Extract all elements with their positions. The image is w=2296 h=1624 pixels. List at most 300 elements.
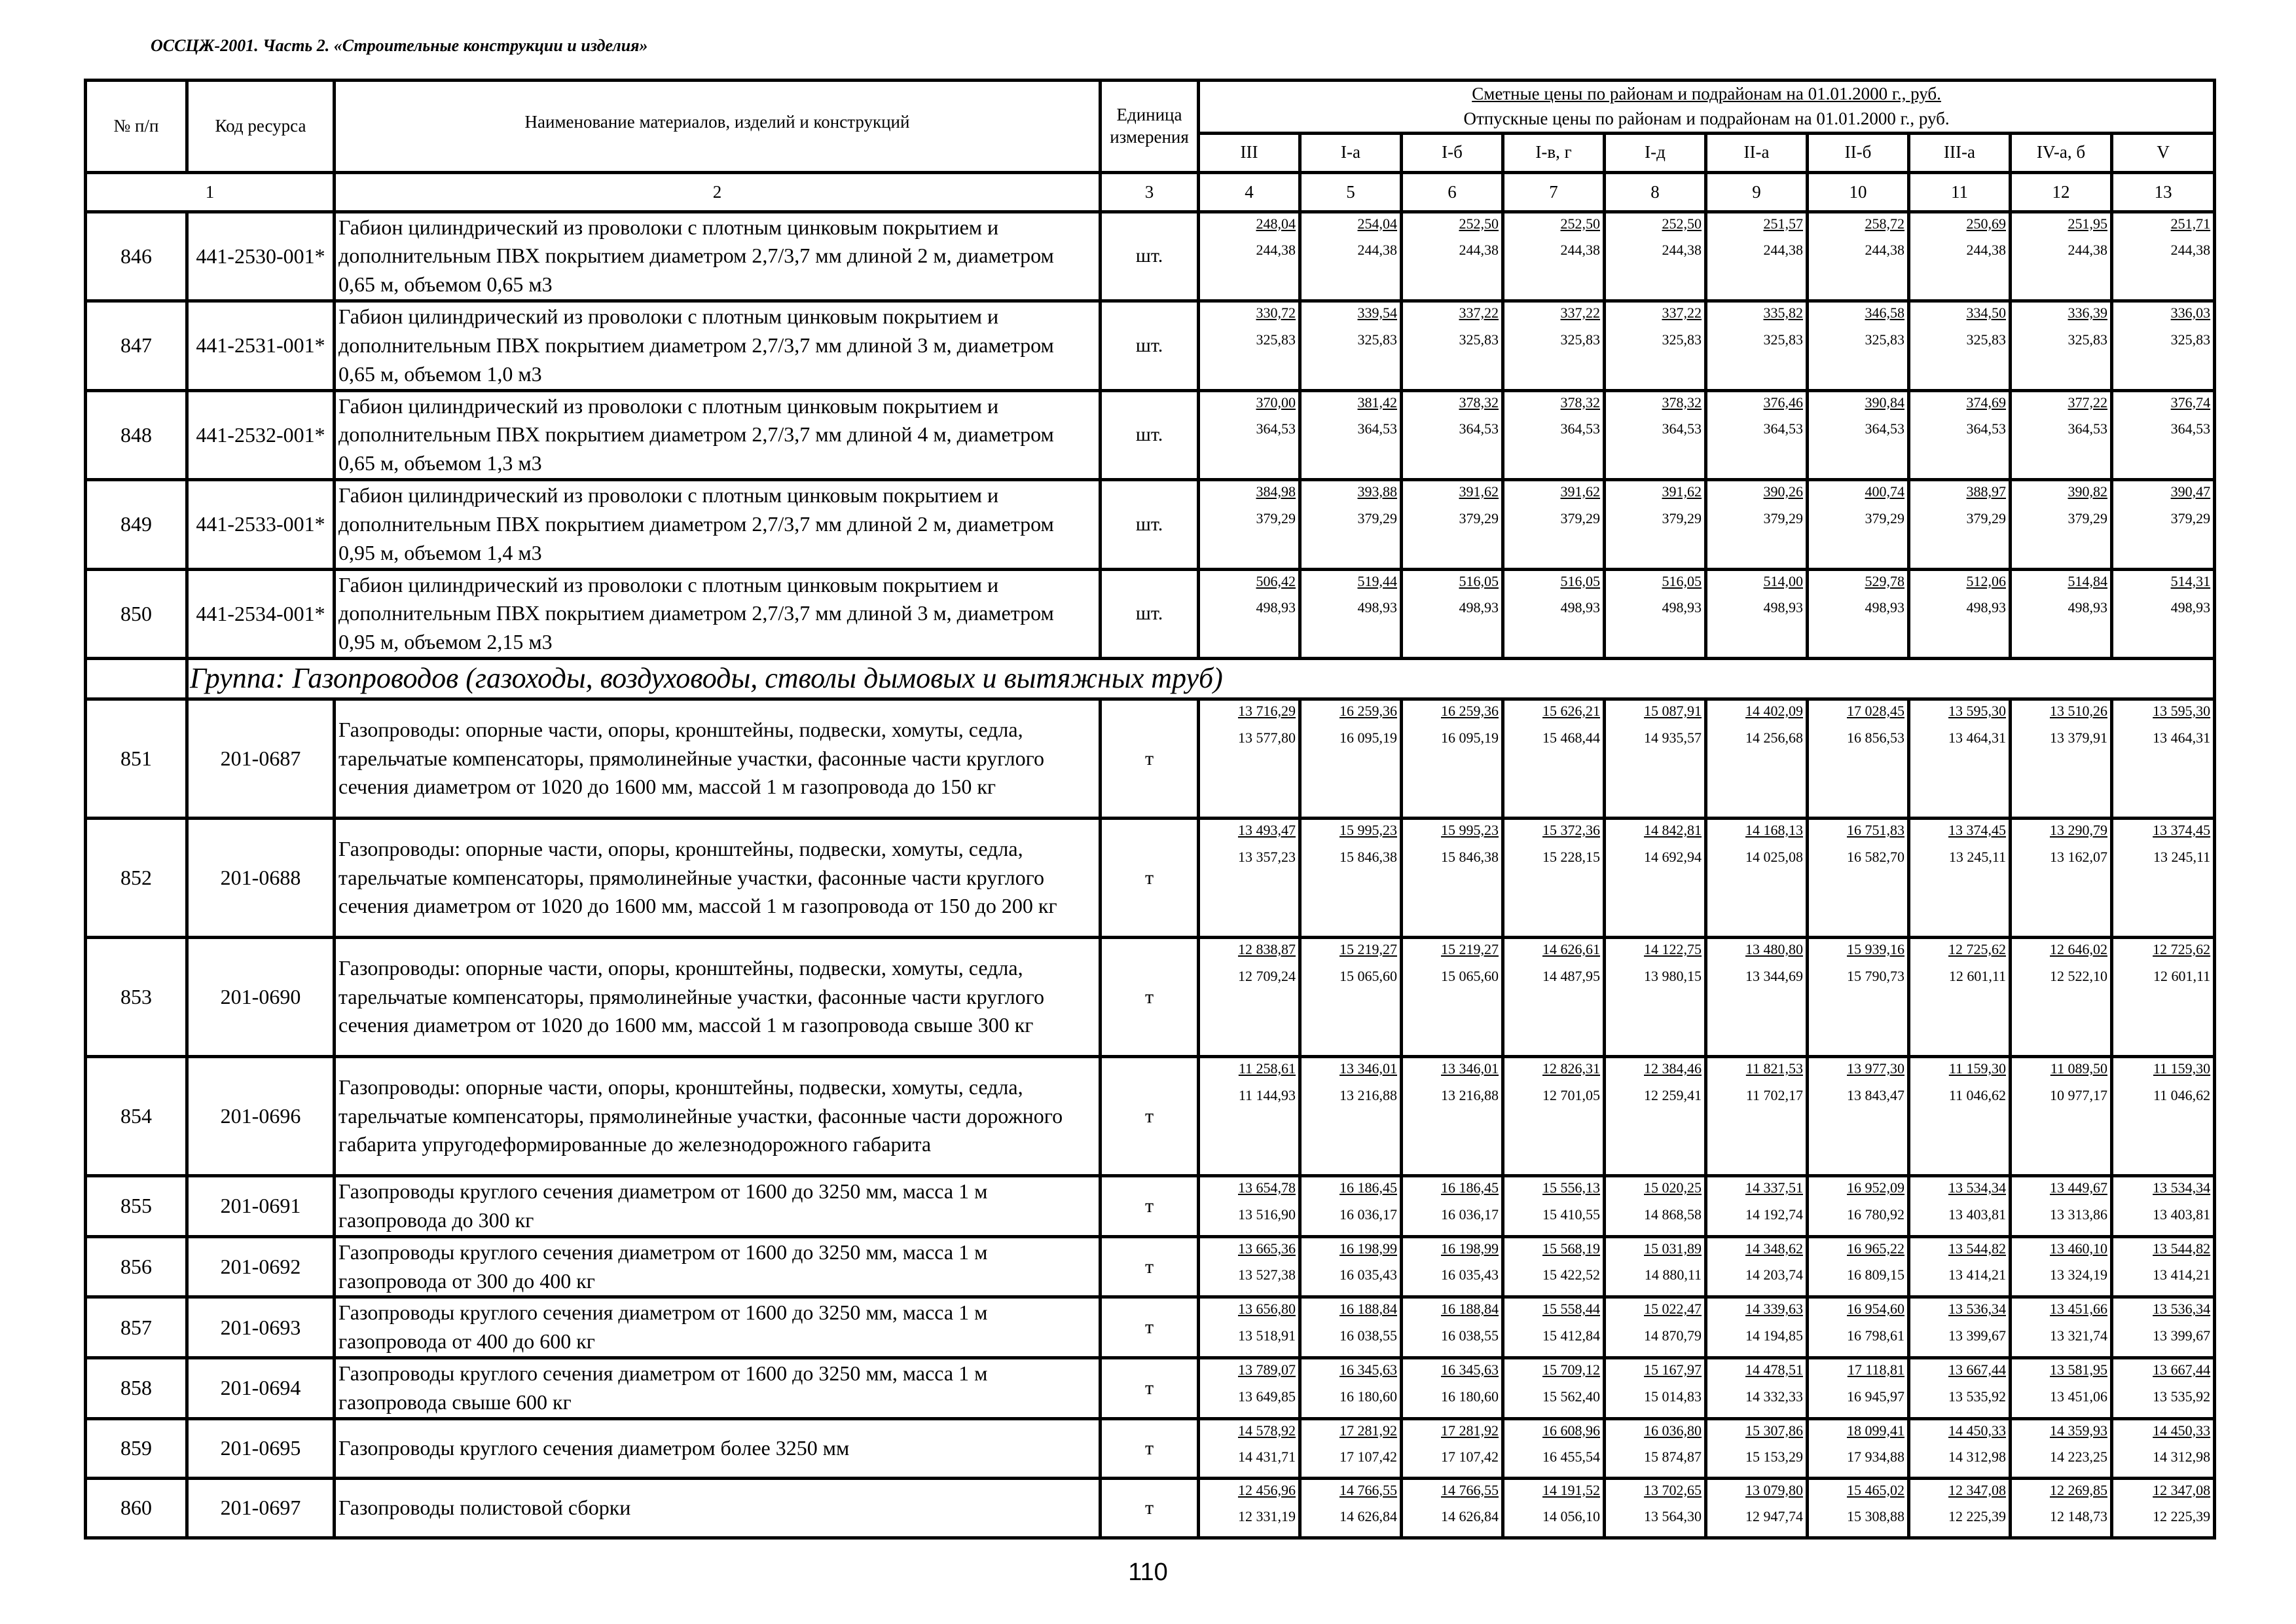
unit: т <box>1101 699 1199 819</box>
price-cell <box>1909 390 2011 479</box>
release-price: 379,29 <box>1966 509 2006 526</box>
release-price: 17 107,42 <box>1339 1449 1397 1466</box>
column-number: 2 <box>335 172 1101 212</box>
release-price: 498,93 <box>1865 599 1904 616</box>
estimate-price: 514,00 <box>1763 572 1803 589</box>
price-cell <box>2011 301 2112 390</box>
price-cell <box>2011 480 2112 569</box>
price-cell <box>1808 1057 1909 1176</box>
column-number: 10 <box>1808 172 1909 212</box>
price-cell <box>1909 699 2011 819</box>
estimate-price: 506,42 <box>1256 572 1296 589</box>
estimate-price: 390,82 <box>2068 483 2107 500</box>
price-cell <box>1402 1357 1503 1418</box>
estimate-price: 376,74 <box>2170 394 2211 411</box>
estimate-price: 514,31 <box>2170 572 2211 589</box>
release-price: 14 256,68 <box>1745 729 1803 746</box>
estimate-price: 254,04 <box>1357 215 1397 232</box>
estimate-price: 13 346,01 <box>1441 1060 1499 1077</box>
estimate-price: 391,62 <box>1662 483 1702 500</box>
price-cell <box>1909 1057 2011 1176</box>
estimate-price: 12 456,96 <box>1238 1481 1296 1498</box>
price-cell <box>2011 569 2112 658</box>
price-cell <box>1300 212 1402 301</box>
column-number: 12 <box>2011 172 2112 212</box>
unit: т <box>1101 1236 1199 1297</box>
estimate-price: 15 307,86 <box>1745 1422 1803 1439</box>
release-price: 13 324,19 <box>2050 1266 2107 1283</box>
price-cell <box>1402 301 1503 390</box>
price-cell <box>2112 1297 2215 1358</box>
price-cell <box>1503 699 1605 819</box>
release-price: 16 035,43 <box>1441 1266 1499 1283</box>
price-cell <box>2011 1236 2112 1297</box>
estimate-price: 16 608,96 <box>1542 1422 1600 1439</box>
price-cell <box>1605 1297 1706 1358</box>
release-price: 16 095,19 <box>1441 729 1499 746</box>
estimate-price: 374,69 <box>1966 394 2006 411</box>
column-number: 11 <box>1909 172 2011 212</box>
price-cell <box>1706 1478 1808 1538</box>
estimate-price: 15 626,21 <box>1542 703 1600 720</box>
estimate-price: 11 258,61 <box>1238 1060 1296 1077</box>
item-name: Газопроводы круглого сечения диаметром от 1600 до 3250 мм, масса 1 м газопровода от 300 до 400 кг <box>335 1236 1101 1297</box>
price-cell <box>1199 390 1300 479</box>
estimate-price: 16 186,45 <box>1339 1179 1397 1196</box>
release-price: 10 977,17 <box>2050 1086 2107 1103</box>
unit: шт. <box>1101 301 1199 390</box>
estimate-price: 14 578,92 <box>1238 1422 1296 1439</box>
estimate-price: 13 595,30 <box>2153 703 2211 720</box>
item-name: Габион цилиндрический из проволоки с плотным цинковым покрытием и дополнительным ПВХ покрытием диаметром 2,7/3,7 мм длиной 2 м, диаметром 0,95 м, объемом 1,4 м3 <box>335 480 1101 569</box>
resource-code: 201-0692 <box>187 1236 335 1297</box>
unit: т <box>1101 1478 1199 1538</box>
release-price: 364,53 <box>1459 420 1499 437</box>
price-cell <box>1909 1297 2011 1358</box>
release-price: 325,83 <box>1865 331 1904 348</box>
price-cell <box>1808 699 1909 819</box>
price-cell <box>1605 1418 1706 1478</box>
group-title: Группа: Газопроводов (газоходы, воздуховоды, стволы дымовых и вытяжных труб) <box>187 659 2215 699</box>
price-cell <box>1605 480 1706 569</box>
estimate-price: 13 702,65 <box>1644 1481 1702 1498</box>
estimate-price: 16 345,63 <box>1441 1361 1499 1378</box>
price-cell <box>1199 1418 1300 1478</box>
release-price: 12 701,05 <box>1542 1086 1600 1103</box>
estimate-price: 14 191,52 <box>1542 1481 1600 1498</box>
release-price: 244,38 <box>1966 242 2006 259</box>
unit: т <box>1101 938 1199 1057</box>
release-price: 12 225,39 <box>2153 1508 2211 1525</box>
resource-code: 441-2534-001* <box>187 569 335 658</box>
page-header: ОССЦЖ-2001. Часть 2. «Строительные конструкции и изделия» <box>151 36 648 55</box>
estimate-price: 334,50 <box>1966 304 2006 322</box>
release-price: 379,29 <box>1256 509 1296 526</box>
estimate-price: 390,26 <box>1763 483 1803 500</box>
release-price: 498,93 <box>1459 599 1499 616</box>
estimate-price: 251,95 <box>2068 215 2107 232</box>
row-number: 849 <box>86 480 187 569</box>
release-price: 16 036,17 <box>1339 1206 1397 1223</box>
price-cell <box>1605 212 1706 301</box>
price-cell <box>1706 480 1808 569</box>
release-price: 14 487,95 <box>1542 967 1600 984</box>
release-price: 13 379,91 <box>2050 729 2107 746</box>
release-price: 325,83 <box>1662 331 1702 348</box>
release-price: 14 223,25 <box>2050 1449 2107 1466</box>
estimate-price: 378,32 <box>1662 394 1702 411</box>
price-cell <box>1605 1176 1706 1237</box>
release-price: 379,29 <box>1763 509 1803 526</box>
unit: шт. <box>1101 212 1199 301</box>
estimate-price: 11 821,53 <box>1745 1060 1803 1077</box>
column-number: 6 <box>1402 172 1503 212</box>
price-cell <box>1706 1297 1808 1358</box>
release-price: 12 331,19 <box>1238 1508 1296 1525</box>
estimate-price: 516,05 <box>1560 572 1600 589</box>
estimate-price: 11 159,30 <box>2153 1060 2211 1077</box>
release-price: 13 403,81 <box>1948 1206 2006 1223</box>
resource-code: 201-0694 <box>187 1357 335 1418</box>
release-price: 13 577,80 <box>1238 729 1296 746</box>
estimate-price: 12 347,08 <box>1948 1481 2006 1498</box>
release-price: 244,38 <box>1662 242 1702 259</box>
table-row <box>86 569 2215 658</box>
row-number: 854 <box>86 1057 187 1176</box>
release-price: 15 065,60 <box>1441 967 1499 984</box>
release-price: 13 414,21 <box>1948 1266 2006 1283</box>
estimate-price: 12 826,31 <box>1542 1060 1600 1077</box>
estimate-price: 15 372,36 <box>1542 822 1600 839</box>
release-price: 244,38 <box>1763 242 1803 259</box>
table-row <box>86 938 2215 1057</box>
estimate-price: 378,32 <box>1459 394 1499 411</box>
estimate-price: 13 716,29 <box>1238 703 1296 720</box>
table-row <box>86 1297 2215 1358</box>
release-price: 15 410,55 <box>1542 1206 1600 1223</box>
release-price: 13 216,88 <box>1339 1086 1397 1103</box>
estimate-price: 14 450,33 <box>1948 1422 2006 1439</box>
price-cell <box>1909 1418 2011 1478</box>
price-cell <box>2112 1418 2215 1478</box>
release-price: 14 868,58 <box>1644 1206 1702 1223</box>
price-cell <box>1706 390 1808 479</box>
release-price: 498,93 <box>1256 599 1296 616</box>
estimate-price: 13 451,66 <box>2050 1301 2107 1318</box>
table-row <box>86 1357 2215 1418</box>
release-price: 16 455,54 <box>1542 1449 1600 1466</box>
row-number: 850 <box>86 569 187 658</box>
release-price: 11 702,17 <box>1745 1086 1803 1103</box>
estimate-price: 13 449,67 <box>2050 1179 2107 1196</box>
col-header-unit: Единица измерения <box>1101 81 1199 173</box>
release-price: 379,29 <box>1865 509 1904 526</box>
item-name: Газопроводы полистовой сборки <box>335 1478 1101 1538</box>
column-number: 13 <box>2112 172 2215 212</box>
price-cell <box>1503 212 1605 301</box>
price-cell <box>1402 938 1503 1057</box>
release-price: 15 468,44 <box>1542 729 1600 746</box>
table-row <box>86 819 2215 938</box>
release-price: 12 259,41 <box>1644 1086 1702 1103</box>
price-cell <box>1808 569 1909 658</box>
price-cell <box>1503 1418 1605 1478</box>
estimate-price: 252,50 <box>1662 215 1702 232</box>
price-cell <box>1402 699 1503 819</box>
price-cell <box>1300 1057 1402 1176</box>
release-price: 13 414,21 <box>2153 1266 2211 1283</box>
estimate-price: 336,03 <box>2170 304 2211 322</box>
estimate-price: 337,22 <box>1662 304 1702 322</box>
price-cell <box>1503 301 1605 390</box>
estimate-price: 12 646,02 <box>2050 941 2107 958</box>
row-number: 852 <box>86 819 187 938</box>
price-cell <box>1605 1057 1706 1176</box>
resource-code: 201-0697 <box>187 1478 335 1538</box>
release-price: 379,29 <box>1459 509 1499 526</box>
estimate-price: 384,98 <box>1256 483 1296 500</box>
release-price: 13 245,11 <box>1948 848 2006 865</box>
release-price: 498,93 <box>2068 599 2107 616</box>
release-price: 12 709,24 <box>1238 967 1296 984</box>
table-row <box>86 1418 2215 1478</box>
release-price: 379,29 <box>2068 509 2107 526</box>
row-number: 858 <box>86 1357 187 1418</box>
price-cell <box>1706 699 1808 819</box>
price-cell <box>1605 390 1706 479</box>
estimate-price: 516,05 <box>1662 572 1702 589</box>
estimate-price: 15 022,47 <box>1644 1301 1702 1318</box>
release-price: 12 225,39 <box>1948 1508 2006 1525</box>
price-cell <box>1199 699 1300 819</box>
release-price: 498,93 <box>1357 599 1397 616</box>
release-price: 13 216,88 <box>1441 1086 1499 1103</box>
price-cell <box>2112 699 2215 819</box>
price-cell <box>1706 569 1808 658</box>
release-price: 16 798,61 <box>1847 1327 1904 1344</box>
release-price: 325,83 <box>2170 331 2211 348</box>
release-price: 11 144,93 <box>1238 1086 1296 1103</box>
release-price: 16 180,60 <box>1441 1388 1499 1405</box>
estimate-price: 15 995,23 <box>1441 822 1499 839</box>
price-cell <box>1605 699 1706 819</box>
estimate-price: 391,62 <box>1560 483 1600 500</box>
row-number: 848 <box>86 390 187 479</box>
release-price: 15 562,40 <box>1542 1388 1600 1405</box>
release-price: 13 245,11 <box>2153 848 2211 865</box>
price-cell <box>1808 301 1909 390</box>
estimate-price: 512,06 <box>1966 572 2006 589</box>
estimate-price: 16 186,45 <box>1441 1179 1499 1196</box>
item-name: Газопроводы: опорные части, опоры, кронштейны, подвески, хомуты, седла, тарельчатые компенсаторы, прямолинейные участки, фасонные части дорожного габарита упругодеформированные до железнодорожного габарита <box>335 1057 1101 1176</box>
release-price: 325,83 <box>1966 331 2006 348</box>
release-price: 15 874,87 <box>1644 1449 1702 1466</box>
estimate-price: 13 346,01 <box>1339 1060 1397 1077</box>
price-cell <box>1808 938 1909 1057</box>
release-price: 13 535,92 <box>1948 1388 2006 1405</box>
release-price: 14 626,84 <box>1441 1508 1499 1525</box>
region-header: I-а <box>1300 133 1402 172</box>
resource-code: 201-0688 <box>187 819 335 938</box>
estimate-price: 13 789,07 <box>1238 1361 1296 1378</box>
price-cell <box>1808 1357 1909 1418</box>
column-number: 1 <box>86 172 335 212</box>
estimate-price: 12 725,62 <box>1948 941 2006 958</box>
col-header-code: Код ресурса <box>187 81 335 173</box>
resource-code: 201-0695 <box>187 1418 335 1478</box>
price-cell <box>1199 1236 1300 1297</box>
row-number: 855 <box>86 1176 187 1237</box>
estimate-price: 13 534,34 <box>1948 1179 2006 1196</box>
estimate-price: 250,69 <box>1966 215 2006 232</box>
resource-code: 201-0687 <box>187 699 335 819</box>
price-cell <box>2112 390 2215 479</box>
region-header: I-д <box>1605 133 1706 172</box>
release-price: 14 312,98 <box>1948 1449 2006 1466</box>
price-cell <box>1300 699 1402 819</box>
estimate-price: 377,22 <box>2068 394 2107 411</box>
resource-code: 441-2531-001* <box>187 301 335 390</box>
estimate-price: 15 031,89 <box>1644 1240 1702 1257</box>
item-name: Газопроводы: опорные части, опоры, кронштейны, подвески, хомуты, седла, тарельчатые компенсаторы, прямолинейные участки, фасонные части круглого сечения диаметром от 1020 до 1600 мм, массой 1 м газопровода от 150 до 200 кг <box>335 819 1101 938</box>
price-cell <box>2011 1057 2112 1176</box>
estimate-price: 378,32 <box>1560 394 1600 411</box>
price-cell <box>1605 301 1706 390</box>
item-name: Газопроводы круглого сечения диаметром от 1600 до 3250 мм, масса 1 м газопровода свыше 600 кг <box>335 1357 1101 1418</box>
row-number: 856 <box>86 1236 187 1297</box>
release-price: 15 014,83 <box>1644 1388 1702 1405</box>
price-cell <box>2112 1478 2215 1538</box>
release-price: 364,53 <box>2170 420 2211 437</box>
release-price: 12 601,11 <box>2153 967 2211 984</box>
release-price: 15 790,73 <box>1847 967 1904 984</box>
release-price: 16 180,60 <box>1339 1388 1397 1405</box>
estimate-price: 529,78 <box>1865 572 1904 589</box>
price-cell <box>1808 1297 1909 1358</box>
unit: т <box>1101 1057 1199 1176</box>
price-cell <box>2011 1176 2112 1237</box>
price-cell <box>1300 1478 1402 1538</box>
col-header-prices <box>1199 81 2215 134</box>
table-row <box>86 699 2215 819</box>
release-price: 14 192,74 <box>1745 1206 1803 1223</box>
price-cell <box>1402 1176 1503 1237</box>
estimate-price: 337,22 <box>1560 304 1600 322</box>
price-cell <box>1503 1357 1605 1418</box>
estimate-price: 16 198,99 <box>1441 1240 1499 1257</box>
price-cell <box>2011 390 2112 479</box>
estimate-price: 16 198,99 <box>1339 1240 1397 1257</box>
price-cell <box>1300 938 1402 1057</box>
price-cell <box>2112 569 2215 658</box>
price-cell <box>1808 1478 1909 1538</box>
price-cell <box>1909 1176 2011 1237</box>
estimate-price: 12 725,62 <box>2153 941 2211 958</box>
price-cell <box>1503 1478 1605 1538</box>
estimate-price: 18 099,41 <box>1847 1422 1904 1439</box>
estimate-price: 16 952,09 <box>1847 1179 1904 1196</box>
item-name: Габион цилиндрический из проволоки с плотным цинковым покрытием и дополнительным ПВХ покрытием диаметром 2,7/3,7 мм длиной 3 м, диаметром 0,65 м, объемом 1,0 м3 <box>335 301 1101 390</box>
estimate-price: 15 219,27 <box>1339 941 1397 958</box>
table-row <box>86 390 2215 479</box>
estimate-price: 14 168,13 <box>1745 822 1803 839</box>
release-price: 325,83 <box>1763 331 1803 348</box>
price-cell <box>1300 390 1402 479</box>
estimate-price: 335,82 <box>1763 304 1803 322</box>
price-cell <box>1300 1297 1402 1358</box>
price-cell <box>1300 1357 1402 1418</box>
release-price: 13 516,90 <box>1238 1206 1296 1223</box>
price-cell <box>1909 1236 2011 1297</box>
estimate-price: 400,74 <box>1865 483 1904 500</box>
release-price: 14 203,74 <box>1745 1266 1803 1283</box>
release-price: 13 464,31 <box>2153 729 2211 746</box>
estimate-price: 330,72 <box>1256 304 1296 322</box>
price-cell <box>1300 819 1402 938</box>
estimate-price: 516,05 <box>1459 572 1499 589</box>
price-cell <box>1199 480 1300 569</box>
region-header: V <box>2112 133 2215 172</box>
price-cell <box>1199 1478 1300 1538</box>
price-cell <box>1706 1236 1808 1297</box>
price-cell <box>1199 938 1300 1057</box>
resource-code: 201-0690 <box>187 938 335 1057</box>
release-price: 15 846,38 <box>1339 848 1397 865</box>
unit: шт. <box>1101 480 1199 569</box>
estimate-price: 15 939,16 <box>1847 941 1904 958</box>
table-row <box>86 1057 2215 1176</box>
estimate-price: 14 766,55 <box>1339 1481 1397 1498</box>
price-cell <box>1909 1357 2011 1418</box>
price-cell <box>1706 301 1808 390</box>
estimate-price: 16 188,84 <box>1339 1301 1397 1318</box>
estimate-price: 248,04 <box>1256 215 1296 232</box>
estimate-price: 14 122,75 <box>1644 941 1702 958</box>
estimate-price: 15 167,97 <box>1644 1361 1702 1378</box>
price-cell <box>1706 212 1808 301</box>
release-price: 12 148,73 <box>2050 1508 2107 1525</box>
release-price: 14 692,94 <box>1644 848 1702 865</box>
release-price: 364,53 <box>1763 420 1803 437</box>
price-cell <box>2011 1478 2112 1538</box>
estimate-price: 17 281,92 <box>1441 1422 1499 1439</box>
estimate-price: 336,39 <box>2068 304 2107 322</box>
release-price: 379,29 <box>1560 509 1600 526</box>
estimate-price: 14 402,09 <box>1745 703 1803 720</box>
unit: шт. <box>1101 569 1199 658</box>
item-name: Габион цилиндрический из проволоки с плотным цинковым покрытием и дополнительным ПВХ покрытием диаметром 2,7/3,7 мм длиной 2 м, диаметром 0,65 м, объемом 0,65 м3 <box>335 212 1101 301</box>
price-cell <box>1503 569 1605 658</box>
estimate-price: 391,62 <box>1459 483 1499 500</box>
estimate-price: 14 626,61 <box>1542 941 1600 958</box>
table-row <box>86 212 2215 301</box>
release-price: 14 870,79 <box>1644 1327 1702 1344</box>
estimate-price: 16 259,36 <box>1441 703 1499 720</box>
estimate-price: 15 087,91 <box>1644 703 1702 720</box>
table-row <box>86 301 2215 390</box>
estimate-price: 12 384,46 <box>1644 1060 1702 1077</box>
estimate-price: 14 348,62 <box>1745 1240 1803 1257</box>
price-cell <box>1503 1176 1605 1237</box>
release-price: 244,38 <box>2170 242 2211 259</box>
estimate-price: 15 465,02 <box>1847 1481 1904 1498</box>
estimate-price: 15 568,19 <box>1542 1240 1600 1257</box>
item-name: Габион цилиндрический из проволоки с плотным цинковым покрытием и дополнительным ПВХ покрытием диаметром 2,7/3,7 мм длиной 3 м, диаметром 0,95 м, объемом 2,15 м3 <box>335 569 1101 658</box>
price-cell <box>1199 1057 1300 1176</box>
estimate-price: 17 118,81 <box>1847 1361 1904 1378</box>
estimate-price: 15 709,12 <box>1542 1361 1600 1378</box>
price-cell <box>1402 390 1503 479</box>
